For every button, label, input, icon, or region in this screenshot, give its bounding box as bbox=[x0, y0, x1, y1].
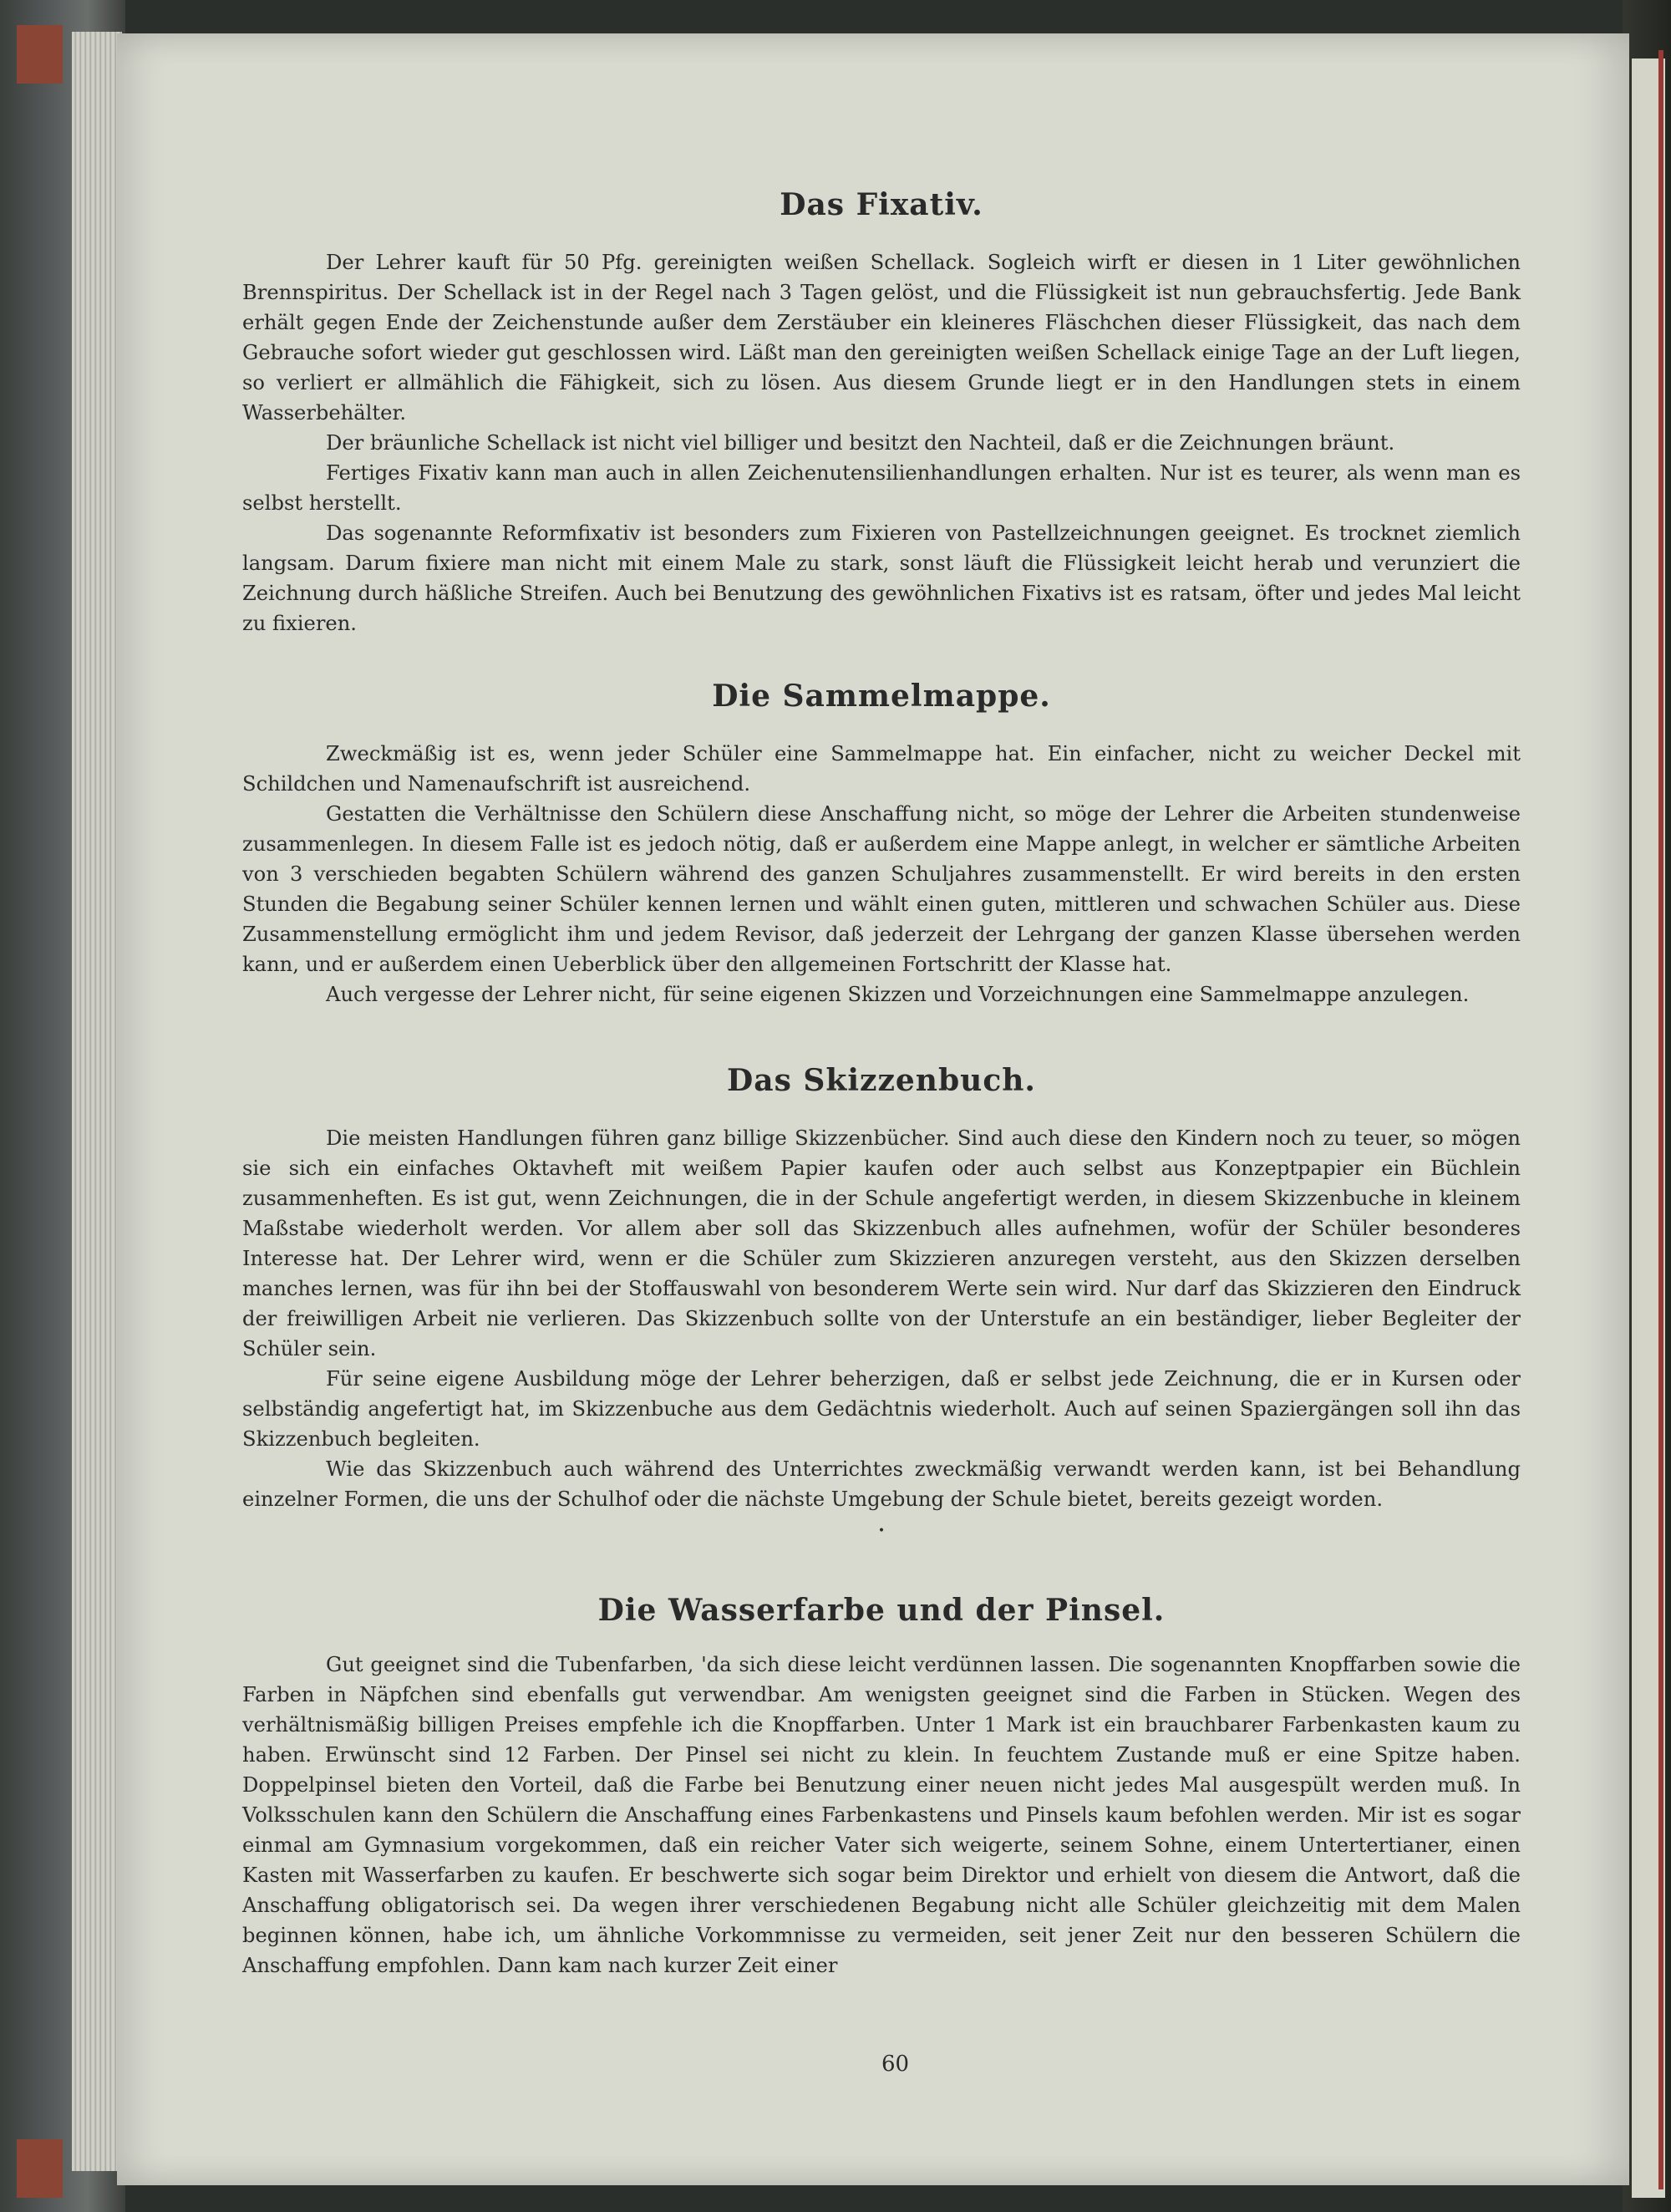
cover-corner-top bbox=[17, 25, 63, 84]
paragraph: Zweckmäßig ist es, wenn jeder Schüler eine Sammelmappe hat. Ein einfacher, nicht zu weicher Deckel mit Schildchen und Namenaufschrift ist ausreichend. bbox=[242, 742, 1521, 796]
section-skizzenbuch bbox=[242, 1060, 1521, 1514]
paragraph: Fertiges Fixativ kann man auch in allen Zeichenutensilienhandlungen erhalten. Nur ist es teurer, als wenn man es selbst herstellt. bbox=[242, 461, 1521, 515]
section-title: Die Sammelmappe. bbox=[712, 679, 1051, 714]
paragraph: Das sogenannte Reformfixativ ist besonders zum Fixieren von Pastellzeichnungen geeignet. Es trocknet ziemlich langsam. Darum fixiere man nicht mit einem Male zu stark, sonst läuft die Flüssigkeit leicht herab und verunziert die Zeichnung durch häßliche Streifen. Auch bei Benutzung des gewöhnlichen Fixativs ist es ratsam, öfter und jedes Mal leicht zu fixieren. bbox=[242, 521, 1521, 635]
paragraph: Auch vergesse der Lehrer nicht, für seine eigenen Skizzen und Vorzeichnungen eine Sammelmappe anzulegen. bbox=[326, 983, 1470, 1006]
section-title: Das Fixativ. bbox=[780, 187, 983, 222]
section-title: Die Wasserfarbe und der Pinsel. bbox=[597, 1593, 1166, 1628]
section-fixativ bbox=[242, 184, 1521, 638]
paragraph: Für seine eigene Ausbildung möge der Lehrer beherzigen, daß er selbst jede Zeichnung, die er in Kursen oder selbständig angefertigt hat, im Skizzenbuche aus dem Gedächtnis wiederholt. Auch auf seinen Spaziergängen soll ihn das Skizzenbuch begleiten. bbox=[242, 1367, 1521, 1451]
section-title: Das Skizzenbuch. bbox=[727, 1063, 1036, 1098]
section-wasserfarbe bbox=[242, 1589, 1521, 1981]
paragraph: Der Lehrer kauft für 50 Pfg. gereinigten weißen Schellack. Sogleich wirft er diesen in 1 Liter gewöhnlichen Brennspiritus. Der Schellack ist in der Regel nach 3 Tagen gelöst, und die Flüssigkeit ist nun gebrauchsfertig. Jede Bank erhält gegen Ende der Zeichenstunde außer dem Zerstäuber ein kleineres Fläschchen dieser Flüssigkeit, das nach dem Gebrauche sofort wieder gut geschlossen wird. Läßt man den gereinigten weißen Schellack einige Tage an der Luft liegen, so verliert er allmählich die Fähigkeit, sich zu lösen. Aus diesem Grunde liegt er in den Handlungen stets in einem Wasserbehälter. bbox=[242, 251, 1521, 425]
separator-dot: • bbox=[877, 1524, 886, 1538]
paragraph: Die meisten Handlungen führen ganz billige Skizzenbücher. Sind auch diese den Kindern noch zu teuer, so mögen sie sich ein einfaches Oktavheft mit weißem Papier kaufen oder auch selbst aus Konzeptpapier ein Büchlein zusammenheften. Es ist gut, wenn Zeichnungen, die in der Schule angefertigt werden, in diesem Skizzenbuche in kleinem Maßstabe wiederholt werden. Vor allem aber soll das Skizzenbuch alles aufnehmen, wofür der Schüler besonderes Interesse hat. Der Lehrer wird, wenn er die Schüler zum Skizzieren anzuregen versteht, aus den Skizzen derselben manches lernen, was für ihn bei der Stoffauswahl von besonderem Werte sein wird. Nur darf das Skizzieren den Eindruck der freiwilligen Arbeit nie verlieren. Das Skizzenbuch sollte von der Unterstufe an ein beständiger, lieber Begleiter der Schüler sein. bbox=[242, 1126, 1521, 1360]
cover-corner-bottom bbox=[17, 2139, 63, 2198]
page-stack bbox=[72, 32, 122, 2171]
page-content bbox=[242, 150, 1521, 1981]
page-number: 60 bbox=[881, 2052, 910, 2077]
paragraph: Der bräunliche Schellack ist nicht viel billiger und besitzt den Nachteil, daß er die Zeichnungen bräunt. bbox=[326, 431, 1395, 455]
paragraph: Wie das Skizzenbuch auch während des Unterrichtes zweckmäßig verwandt werden kann, ist bei Behandlung einzelner Formen, die uns der Schulhof oder die nächste Umgebung der Schule bietet, bereits gezeigt worden. bbox=[242, 1457, 1521, 1511]
section-sammelmappe bbox=[242, 675, 1521, 1009]
facing-page-strip bbox=[1658, 50, 1663, 2189]
paragraph: Gut geeignet sind die Tubenfarben, 'da sich diese leicht verdünnen lassen. Die sogenannten Knopffarben sowie die Farben in Näpfchen sind ebenfalls gut verwendbar. Am wenigsten geeignet sind die Farben in Stücken. Wegen des verhältnismäßig billigen Preises empfehle ich die Knopffarben. Unter 1 Mark ist ein brauchbarer Farbenkasten kaum zu haben. Erwünscht sind 12 Farben. Der Pinsel sei nicht zu klein. In feuchtem Zustande muß er eine Spitze haben. Doppelpinsel bieten den Vorteil, daß die Farbe bei Benutzung einer neuen nicht jedes Mal ausgespült werden muß. In Volksschulen kann den Schülern die Anschaffung eines Farbenkastens und Pinsels kaum befohlen werden. Mir ist es sogar einmal am Gymnasium vorgekommen, daß ein reicher Vater sich weigerte, seinem Sohne, einem Untertertianer, einen Kasten mit Wasserfarben zu kaufen. Er beschwerte sich sogar beim Direktor und erhielt von diesem die Antwort, daß die Anschaffung obligatorisch sei. Da wegen ihrer verschiedenen Begabung nicht alle Schüler gleichzeitig mit dem Malen beginnen können, habe ich, um ähnliche Vorkommnisse zu vermeiden, seit jener Zeit nur den besseren Schülern die Anschaffung empfohlen. Dann kam nach kurzer Zeit einer bbox=[242, 1653, 1521, 1977]
paragraph: Gestatten die Verhältnisse den Schülern diese Anschaffung nicht, so möge der Lehrer die Arbeiten stundenweise zusammenlegen. In diesem Falle ist es jedoch nötig, daß er außerdem eine Mappe anlegt, in welcher er sämtliche Arbeiten von 3 verschieden begabten Schülern während des ganzen Schuljahres zusammenstellt. Er wird bereits in den ersten Stunden die Begabung seiner Schüler kennen lernen und wählt einen guten, mittleren und schwachen Schüler aus. Diese Zusammenstellung ermöglicht ihm und jedem Revisor, daß jederzeit der Lehrgang der ganzen Klasse übersehen werden kann, und er außerdem einen Ueberblick über den allgemeinen Fortschritt der Klasse hat. bbox=[242, 802, 1521, 976]
